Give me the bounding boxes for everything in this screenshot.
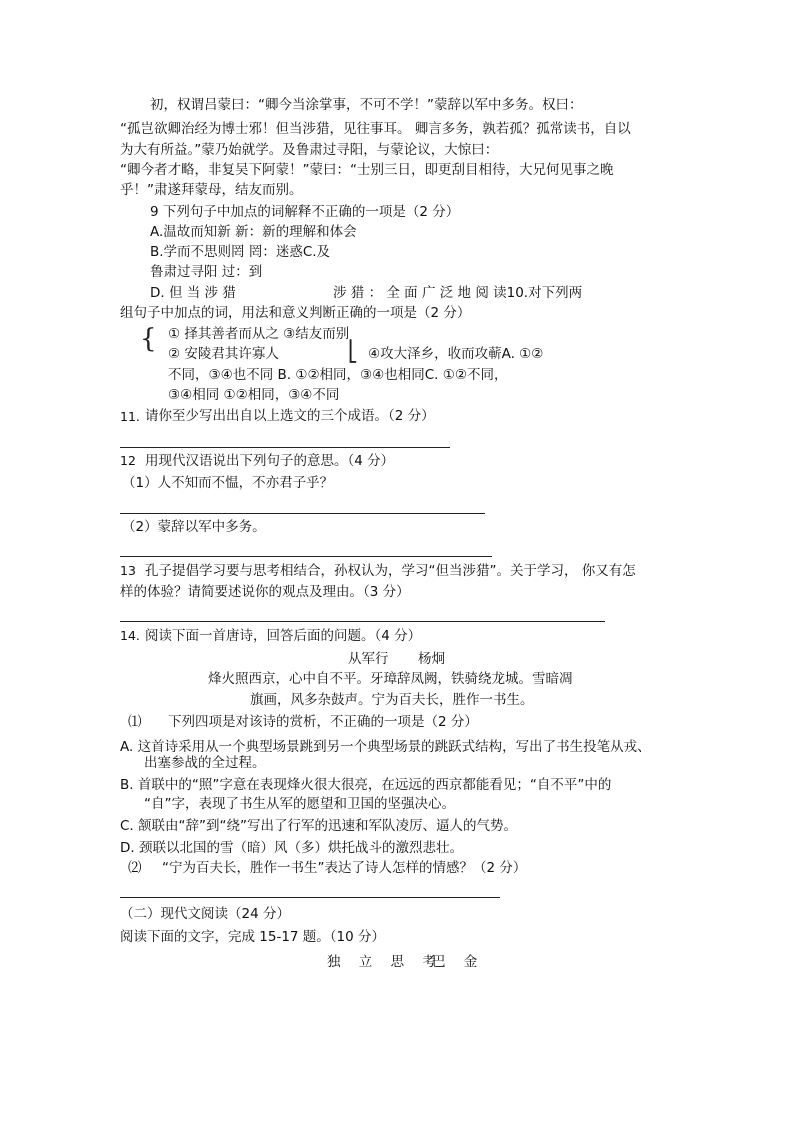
q9-option-a: A.温故而知新 新：新的理解和体会 [150, 224, 357, 240]
q14-option-b-line-1: B. 首联中的“照”字意在表现烽火很大很亮，在远远的西京都能看见；“自不平”中的 [120, 777, 612, 793]
passage-line-2: “孤岂欲卿治经为博士邪！但当涉猎，见往事耳。 卿言多务，孰若孤？孤常读书，自以 [120, 121, 631, 137]
left-brace-icon: { [140, 324, 157, 354]
poem-author: 杨炯 [418, 651, 445, 667]
article-author: 巴 金 [432, 954, 485, 970]
q14-option-d: D. 颈联以北国的雪（暗）风（多）烘托战斗的激烈悲壮。 [120, 840, 463, 856]
q14-option-c: C. 颔联由“辞”到“绕”写出了行军的迅速和军队凌厉、逼人的气势。 [120, 818, 517, 834]
q10-sentence-1-3: ① 择其善者而从之 ③结友而别 [168, 326, 350, 342]
poem-line-1: 烽火照西京，心中自不平。牙璋辞凤阙，铁骑绕龙城。雪暗凋 [208, 671, 573, 687]
passage-line-5: 乎！”肃遂拜蒙母，结友而别。 [120, 182, 303, 198]
q14-text: 阅读下面一首唐诗，回答后面的问题。（4 分） [145, 628, 422, 644]
q12-answer-line-1[interactable] [120, 513, 485, 514]
q14-sub1-text: 下列四项是对该诗的赏析，不正确的一项是（2 分） [168, 714, 478, 730]
right-brace-icon: ⎣ [348, 339, 358, 363]
q10-options-line-1: 不同，③④也不同 B. ①②相同，③④也相同C. ①②不同， [168, 367, 508, 383]
section2-instructions: 阅读下面的文字，完成 15-17 题。（10 分） [120, 929, 386, 945]
q14-number: 14. [120, 628, 140, 643]
q12-sentence-2: （2）蒙辞以军中多务。 [122, 519, 266, 535]
q13-number: 13 [120, 563, 136, 578]
q10-sentence-4: ④攻大泽乡，收而攻蕲A. ①② [368, 346, 544, 362]
q9-stem: 9 下列句子中加点的词解释不正确的一项是（2 分） [150, 204, 460, 220]
q9-option-c: 鲁肃过寻阳 过：到 [150, 264, 263, 280]
q11-text: 请你至少写出出自以上选文的三个成语。（2 分） [145, 408, 435, 424]
q12-sentence-1: （1）人不知而不愠，不亦君子乎？ [122, 475, 334, 491]
q14-sub2-number: ⑵ [128, 860, 142, 876]
q12-number: 12 [120, 453, 136, 468]
q11-answer-line[interactable] [120, 447, 450, 448]
q12-answer-line-2[interactable] [120, 556, 492, 557]
q13-answer-line[interactable] [120, 621, 605, 622]
poem-title: 从军行 [348, 651, 389, 667]
q14-option-b-line-2: “自”字，表现了书生从军的愿望和卫国的坚强决心。 [144, 796, 455, 812]
q14-answer-line[interactable] [120, 897, 500, 898]
q14-sub2-text: “宁为百夫长，胜作一书生”表达了诗人怎样的情感？（2 分） [162, 860, 527, 876]
passage-line-1: 初，权谓吕蒙曰：“卿今当涂掌事，不可不学！”蒙辞以军中多务。权曰： [150, 97, 583, 113]
q9-option-d-left: D. 但 当 涉 猎 [150, 285, 236, 301]
q10-sentence-2: ② 安陵君其许寡人 [168, 346, 279, 362]
poem-line-2: 旗画，风多杂鼓声。宁为百夫长，胜作一书生。 [250, 692, 534, 708]
passage-line-3: 为大有所益。”蒙乃始就学。及鲁肃过寻阳，与蒙论议，大惊曰： [120, 142, 499, 158]
q14-option-a-line-1: A. 这首诗采用从一个典型场景跳到另一个典型场景的跳跃式结构，写出了书生投笔从戎、 [120, 739, 651, 755]
section2-heading: （二）现代文阅读（24 分） [120, 906, 290, 922]
q10-options-line-2: ③④相同 ①②相同，③④不同 [168, 387, 340, 403]
q11-number: 11. [120, 409, 140, 424]
article-title: 独 立 思 考 [327, 954, 443, 970]
q12-text: 用现代汉语说出下列句子的意思。（4 分） [145, 453, 395, 469]
q13-text-2: 样的体验？请简要述说你的观点及理由。（3 分） [120, 584, 410, 600]
q10-stem: 组句子中加点的词，用法和意义判断正确的一项是（2 分） [120, 305, 471, 321]
q14-option-a-line-2: 出塞参战的全过程。 [144, 755, 266, 771]
q9-option-b: B.学而不思则罔 罔：迷惑C.及 [150, 244, 331, 260]
q14-sub1-number: ⑴ [128, 714, 142, 730]
passage-line-4: “卿今者才略，非复吴下阿蒙！”蒙曰：“士别三日，即更刮目相待，大兄何见事之晚 [120, 162, 614, 178]
q9-option-d-right: 涉 猎 ： 全 面 广 泛 地 阅 读10.对下列两 [333, 285, 583, 301]
q13-text-1: 孔子提倡学习要与思考相结合，孙权认为，学习“但当涉猎”。关于学习， 你又有怎 [145, 563, 636, 579]
